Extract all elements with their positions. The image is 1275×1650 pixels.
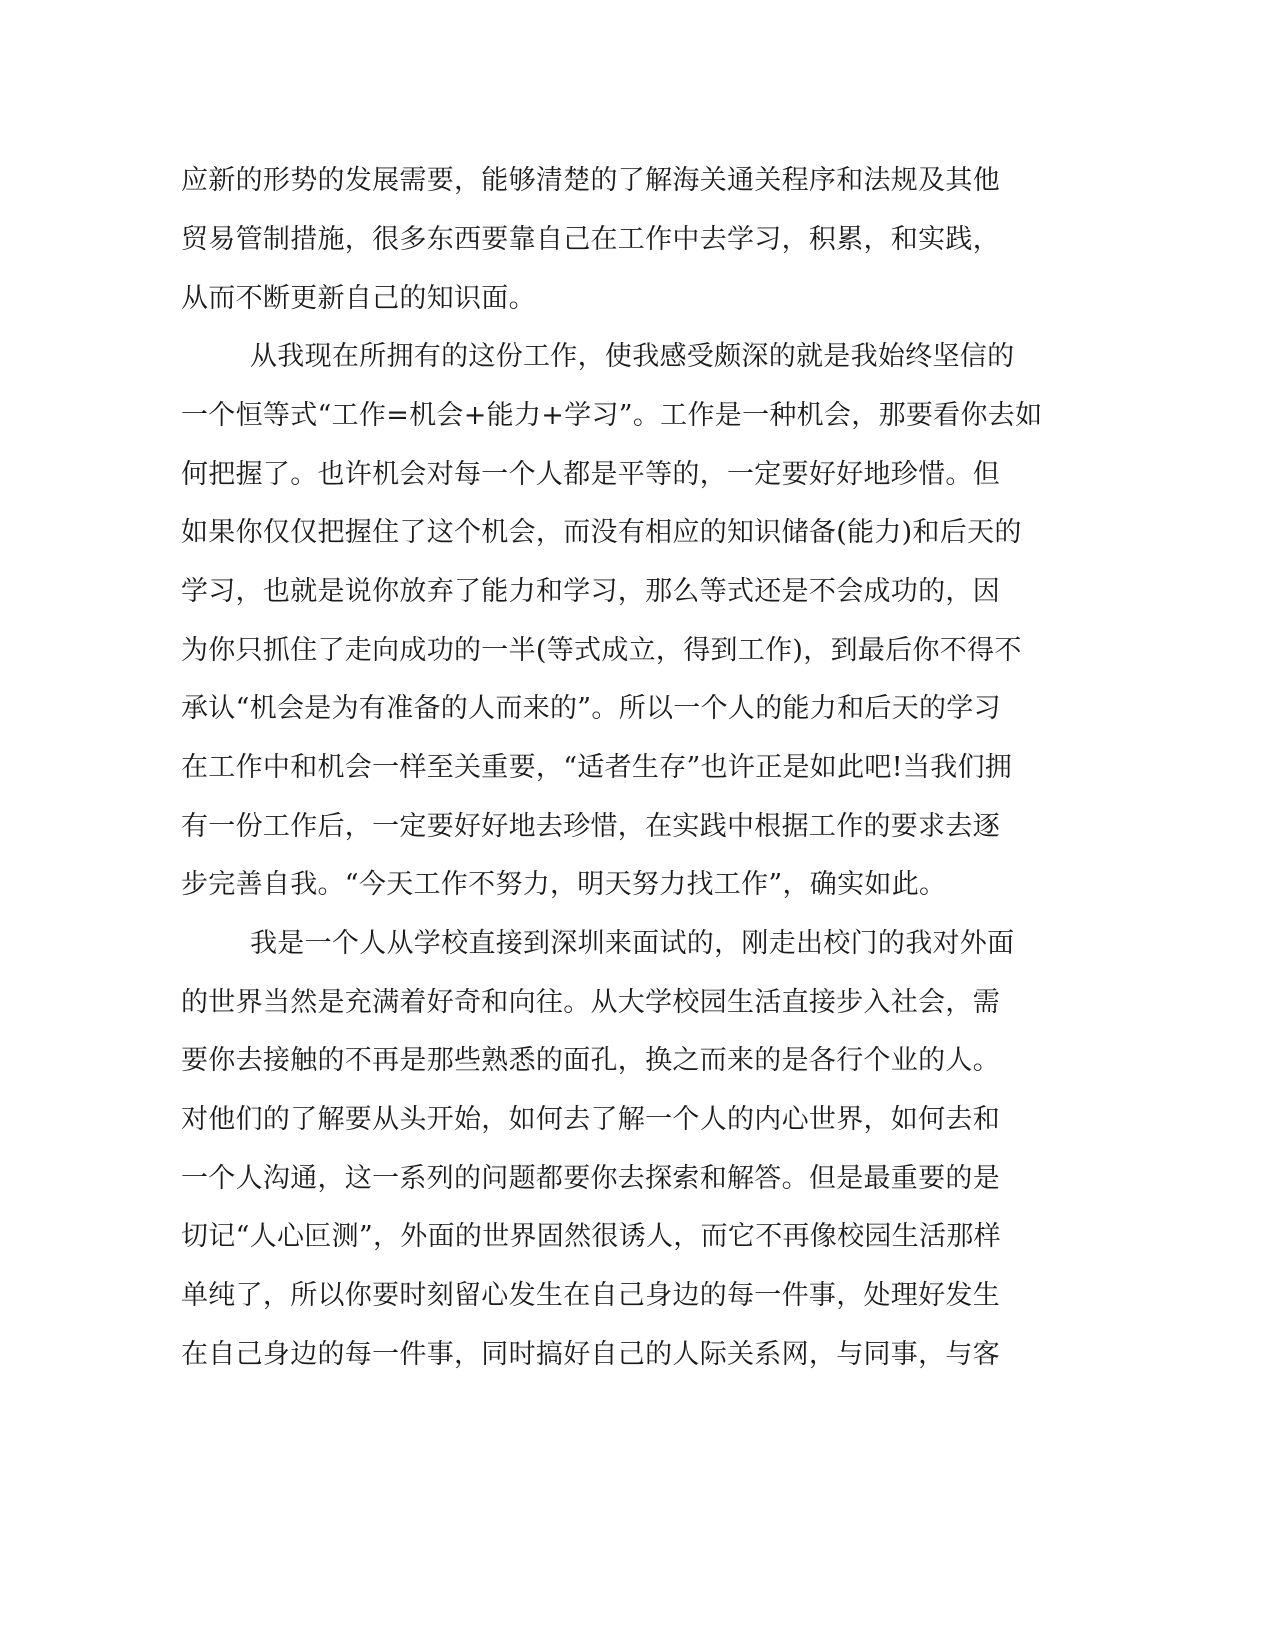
text-line: 步完善自我。“今天工作不努力，明天努力找工作”，确实如此。: [181, 869, 947, 900]
text-line: 对他们的了解要从头开始，如何去了解一个人的内心世界，如何去和: [181, 1104, 1000, 1135]
text-line: 如果你仅仅把握住了这个机会，而没有相应的知识储备(能力)和后天的: [181, 517, 1022, 548]
text-line: 在工作中和机会一样至关重要，“适者生存”也许正是如此吧!当我们拥: [181, 752, 1013, 783]
text-line: 承认“机会是为有准备的人而来的”。所以一个人的能力和后天的学习: [181, 693, 1001, 724]
text-line: 单纯了，所以你要时刻留心发生在自己身边的每一件事，处理好发生: [181, 1280, 1000, 1311]
text-line: 切记“人心叵测”，外面的世界固然很诱人，而它不再像校园生活那样: [181, 1221, 1001, 1252]
text-line: 要你去接触的不再是那些熟悉的面孔，换之而来的是各行个业的人。: [181, 1045, 1000, 1076]
text-line: 的世界当然是充满着好奇和向往。从大学校园生活直接步入社会，需: [181, 987, 1000, 1018]
paragraph-first-line: 我是一个人从学校直接到深圳来面试的，刚走出校门的我对外面: [250, 928, 1015, 959]
text-line: 学习，也就是说你放弃了能力和学习，那么等式还是不会成功的，因: [181, 576, 1000, 607]
text-line: 从而不断更新自己的知识面。: [181, 283, 536, 314]
text-line: 一个人沟通，这一系列的问题都要你去探索和解答。但是最重要的是: [181, 1163, 1000, 1194]
text-line: 贸易管制措施，很多东西要靠自己在工作中去学习，积累，和实践，: [181, 224, 1000, 255]
text-line: 为你只抓住了走向成功的一半(等式成立，得到工作)，到最后你不得不: [181, 635, 1022, 666]
text-line: 应新的形势的发展需要，能够清楚的了解海关通关程序和法规及其他: [181, 165, 1000, 196]
text-line: 何把握了。也许机会对每一个人都是平等的，一定要好好地珍惜。但: [181, 459, 1000, 490]
text-line: 在自己身边的每一件事，同时搞好自己的人际关系网，与同事，与客: [181, 1339, 1000, 1370]
paragraph-first-line: 从我现在所拥有的这份工作，使我感受颇深的就是我始终坚信的: [250, 341, 1015, 372]
text-line: 一个恒等式“工作=机会+能力+学习”。工作是一种机会，那要看你去如: [181, 400, 1043, 431]
text-line: 有一份工作后，一定要好好地去珍惜，在实践中根据工作的要求去逐: [181, 811, 1000, 842]
